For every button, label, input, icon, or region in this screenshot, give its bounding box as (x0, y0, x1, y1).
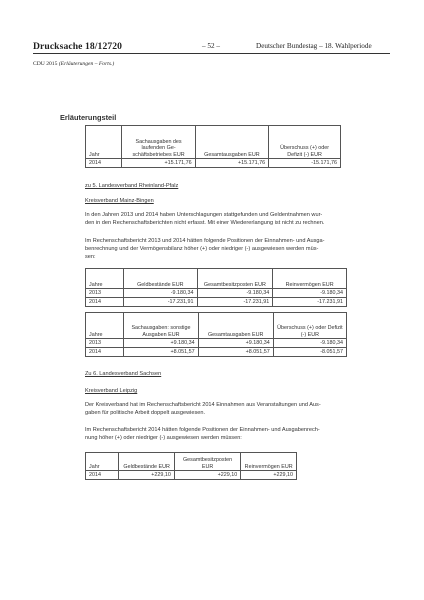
table-cell: +8.051,57 (198, 348, 273, 357)
section-5-paragraph-1 (85, 211, 385, 227)
table-cell: 2014 (86, 471, 119, 480)
table-4 (85, 452, 297, 480)
table-row (86, 471, 297, 480)
table-row (86, 348, 347, 357)
table-cell: +15.171,76 (122, 159, 195, 168)
table-cell: +229,10 (174, 471, 240, 480)
table-cell: 2013 (86, 339, 124, 348)
table-header-row (86, 126, 341, 159)
table-header-cell: Gesamtausgaben EUR (198, 313, 273, 339)
doc-label: Drucksache (33, 41, 83, 52)
table-header-cell: Jahre (86, 269, 124, 289)
text-line: sen: (85, 254, 96, 261)
table-header-row (86, 453, 297, 471)
text-line: nung höher (+) oder niedriger (-) ausgewiesen werden müssen: (85, 435, 242, 442)
text-line: gaben für politische Arbeit doppelt ausgewiesen. (85, 410, 206, 417)
table-header-row (86, 269, 347, 289)
table-header-cell: Sachausgaben des laufenden Ge-schäftsbetriebes EUR (122, 126, 195, 159)
table-cell: -17.231,91 (197, 298, 273, 307)
table-header-cell: Geldbestände EUR (119, 453, 174, 471)
document-number (33, 41, 122, 52)
table-header-cell: Überschuss (+) oder Defizit (-) EUR (269, 126, 341, 159)
table-cell: -9.180,34 (124, 289, 197, 298)
text-line: Im Rechenschaftsbericht 2014 hätten folgende Positionen der Einnahmen- und Ausgabenrech- (85, 427, 320, 433)
table-header-cell: Gesamtausgaben EUR (195, 126, 269, 159)
table-cell: +229,10 (119, 471, 174, 480)
section-5-paragraph-2 (85, 237, 385, 262)
table-row (86, 298, 347, 307)
table-header-cell: Reinvermögen EUR (241, 453, 297, 471)
table-header-cell: Geldbestände EUR (124, 269, 197, 289)
table-cell: +229,10 (241, 471, 297, 480)
text-line: den in den Rechenschaftsberichten nicht erfasst. Mit einer Wiedererlangung ist nicht zu rechnen. (85, 220, 325, 227)
table-row (86, 159, 341, 168)
table-header-row (86, 313, 347, 339)
table-header-cell: Gesamtbesitzposten EUR (174, 453, 240, 471)
table-header-cell: Jahr (86, 126, 122, 159)
table-row (86, 339, 347, 348)
table-cell: -9.180,34 (273, 339, 346, 348)
table-cell: 2014 (86, 348, 124, 357)
table-cell: 2014 (86, 159, 122, 168)
section-6-paragraph-2 (85, 426, 385, 442)
section-6-subheading: Kreisverband Leipzig (85, 388, 138, 394)
table-3 (85, 312, 347, 357)
table-header-cell: Überschuss (+) oder Defizit (-) EUR (273, 313, 346, 339)
table-cell: +9.180,34 (124, 339, 198, 348)
subheader-lead: CDU 2015 (33, 61, 58, 67)
table-cell: -15.171,76 (269, 159, 341, 168)
table-cell: -8.051,57 (273, 348, 346, 357)
header-rule (33, 53, 390, 54)
table-cell: +9.180,34 (198, 339, 273, 348)
section-6-paragraph-1 (85, 401, 385, 417)
table-header-cell: Jahr (86, 453, 119, 471)
section-6-heading: Zu 6. Landesverband Sachsen (85, 371, 162, 377)
table-header-cell: Gesamtbesitzposten EUR (197, 269, 273, 289)
parliament-label: Deutscher Bundestag – 18. Wahlperiode (256, 42, 372, 50)
section-title: Erläuterungsteil (60, 113, 117, 122)
section-5-subheading: Kreisverband Mainz-Bingen (85, 198, 154, 204)
running-subheader (33, 61, 114, 67)
table-cell: 2014 (86, 298, 124, 307)
table-cell: +8.051,57 (124, 348, 198, 357)
table-cell: 2013 (86, 289, 124, 298)
table-header-cell: Sachausgaben: sonstige Ausgaben EUR (124, 313, 198, 339)
table-cell: -9.180,34 (273, 289, 347, 298)
table-cell: +15.171,76 (195, 159, 269, 168)
table-2 (85, 268, 347, 307)
text-line: Der Kreisverband hat im Rechenschaftsbericht 2014 Einnahmen aus Veranstaltungen und Aus- (85, 402, 321, 408)
text-line: benrechnung und der Vermögensbilanz höher (+) oder niedriger (-) ausgewiesen werden müs- (85, 246, 319, 253)
page-number: – 52 – (202, 42, 220, 50)
text-line: Im Rechenschaftsbericht 2013 und 2014 hätten folgende Positionen der Einnahmen- und Ausga- (85, 238, 325, 244)
table-cell: -9.180,34 (197, 289, 273, 298)
table-1 (85, 125, 341, 168)
doc-number: 18/12720 (85, 41, 123, 52)
section-5-heading: zu 5. Landesverband Rheinland-Pfalz (85, 183, 179, 189)
table-header-cell: Reinvermögen EUR (273, 269, 347, 289)
text-line: In den Jahren 2013 und 2014 haben Unterschlagungen stattgefunden und Geldentnahmen wur- (85, 212, 323, 218)
table-header-cell: Jahre (86, 313, 124, 339)
table-cell: -17.231,91 (273, 298, 347, 307)
subheader-note: (Erläuterungen – Forts.) (58, 61, 115, 67)
table-row (86, 289, 347, 298)
table-cell: -17.231,91 (124, 298, 197, 307)
